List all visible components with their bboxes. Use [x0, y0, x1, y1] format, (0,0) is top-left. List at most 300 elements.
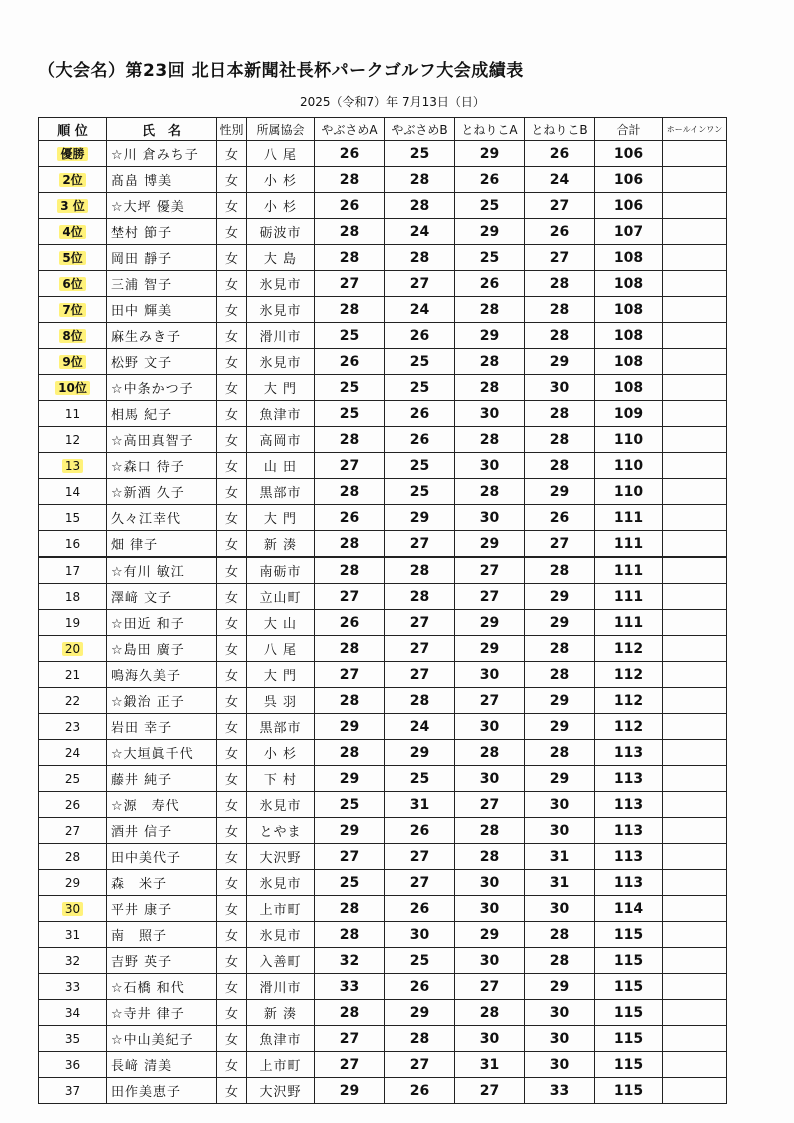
tonerico-b-score: 28 [525, 557, 595, 584]
name-cell: ☆中山美紀子 [107, 1026, 217, 1052]
hole-in-one-cell [663, 1052, 727, 1078]
total-score: 111 [595, 531, 663, 558]
tonerico-a-score: 30 [455, 870, 525, 896]
rank-cell [39, 662, 107, 688]
table-row [39, 141, 727, 167]
association-cell: 氷見市 [247, 349, 315, 375]
name-cell: ☆新酒 久子 [107, 479, 217, 505]
rank-label: 33 [64, 979, 81, 994]
tonerico-b-score: 24 [525, 167, 595, 193]
gender-cell: 女 [217, 479, 247, 505]
name-cell: 田作美恵子 [107, 1078, 217, 1104]
tonerico-a-score: 30 [455, 505, 525, 531]
association-cell: 下 村 [247, 766, 315, 792]
event-date: 2025（令和7）年 7月13日（日） [300, 95, 485, 109]
table-row [39, 531, 727, 558]
yabusame-b-score: 27 [385, 636, 455, 662]
name-cell: 麻生みき子 [107, 323, 217, 349]
yabusame-b-score: 26 [385, 323, 455, 349]
association-cell: 大 山 [247, 610, 315, 636]
table-row [39, 1000, 727, 1026]
total-score: 114 [595, 896, 663, 922]
total-score: 111 [595, 505, 663, 531]
rank-cell [39, 297, 107, 323]
yabusame-a-score: 28 [315, 896, 385, 922]
name-cell: 埜村 節子 [107, 219, 217, 245]
yabusame-a-score: 28 [315, 636, 385, 662]
table-row [39, 193, 727, 219]
rank-label: 36 [64, 1057, 81, 1072]
tonerico-b-score: 27 [525, 531, 595, 558]
table-row [39, 1078, 727, 1104]
yabusame-a-score: 26 [315, 141, 385, 167]
rank-label: 24 [64, 745, 81, 760]
association-cell: 砺波市 [247, 219, 315, 245]
name-cell: ☆島田 廣子 [107, 636, 217, 662]
yabusame-b-score: 27 [385, 610, 455, 636]
tonerico-b-score: 29 [525, 610, 595, 636]
yabusame-b-score: 26 [385, 818, 455, 844]
tonerico-a-score: 28 [455, 818, 525, 844]
table-row [39, 297, 727, 323]
name-cell: 岡田 靜子 [107, 245, 217, 271]
hole-in-one-cell [663, 662, 727, 688]
hole-in-one-cell [663, 636, 727, 662]
table-row [39, 584, 727, 610]
table-row [39, 375, 727, 401]
tonerico-b-score: 30 [525, 792, 595, 818]
tonerico-b-score: 28 [525, 740, 595, 766]
tonerico-b-score: 28 [525, 453, 595, 479]
tonerico-b-score: 28 [525, 427, 595, 453]
name-cell: 田中美代子 [107, 844, 217, 870]
header-name: 氏 名 [107, 118, 217, 141]
rank-label: 29 [64, 875, 81, 890]
tonerico-a-score: 26 [455, 167, 525, 193]
hole-in-one-cell [663, 870, 727, 896]
table-row [39, 766, 727, 792]
association-cell: 氷見市 [247, 271, 315, 297]
association-cell: 小 杉 [247, 193, 315, 219]
hole-in-one-cell [663, 505, 727, 531]
yabusame-a-score: 25 [315, 375, 385, 401]
gender-cell: 女 [217, 297, 247, 323]
gender-cell: 女 [217, 271, 247, 297]
total-score: 115 [595, 1026, 663, 1052]
total-score: 115 [595, 1078, 663, 1104]
rank-label: 15 [64, 510, 81, 525]
yabusame-a-score: 27 [315, 453, 385, 479]
tonerico-a-score: 28 [455, 1000, 525, 1026]
association-cell: 八 尾 [247, 141, 315, 167]
total-score: 113 [595, 766, 663, 792]
tonerico-a-score: 30 [455, 948, 525, 974]
name-cell: 長﨑 清美 [107, 1052, 217, 1078]
tonerico-b-score: 29 [525, 349, 595, 375]
total-score: 108 [595, 349, 663, 375]
gender-cell: 女 [217, 1078, 247, 1104]
yabusame-b-score: 25 [385, 141, 455, 167]
yabusame-b-score: 26 [385, 1078, 455, 1104]
rank-label: 35 [64, 1031, 81, 1046]
rank-cell [39, 141, 107, 167]
total-score: 115 [595, 948, 663, 974]
yabusame-b-score: 30 [385, 922, 455, 948]
rank-label: 30 [62, 902, 83, 916]
yabusame-a-score: 27 [315, 662, 385, 688]
gender-cell: 女 [217, 740, 247, 766]
tonerico-b-score: 26 [525, 219, 595, 245]
hole-in-one-cell [663, 531, 727, 558]
header-hole-in-one: ホールインワン [663, 118, 727, 141]
yabusame-b-score: 29 [385, 1000, 455, 1026]
name-cell: 松野 文子 [107, 349, 217, 375]
table-row [39, 610, 727, 636]
table-row [39, 427, 727, 453]
table-row [39, 1052, 727, 1078]
gender-cell: 女 [217, 453, 247, 479]
tonerico-b-score: 30 [525, 1052, 595, 1078]
rank-label: 28 [64, 849, 81, 864]
hole-in-one-cell [663, 1078, 727, 1104]
tonerico-a-score: 25 [455, 245, 525, 271]
rank-cell [39, 870, 107, 896]
name-cell: 鳴海久美子 [107, 662, 217, 688]
name-cell: 森 米子 [107, 870, 217, 896]
tonerico-a-score: 28 [455, 740, 525, 766]
association-cell: 大 門 [247, 375, 315, 401]
yabusame-a-score: 27 [315, 1052, 385, 1078]
tonerico-b-score: 30 [525, 1026, 595, 1052]
association-cell: 大 門 [247, 505, 315, 531]
yabusame-a-score: 26 [315, 193, 385, 219]
rank-cell [39, 1000, 107, 1026]
hole-in-one-cell [663, 219, 727, 245]
tonerico-b-score: 28 [525, 662, 595, 688]
tonerico-b-score: 30 [525, 818, 595, 844]
tonerico-b-score: 29 [525, 584, 595, 610]
yabusame-a-score: 29 [315, 818, 385, 844]
gender-cell: 女 [217, 844, 247, 870]
name-cell: 藤井 純子 [107, 766, 217, 792]
total-score: 108 [595, 245, 663, 271]
tonerico-a-score: 27 [455, 792, 525, 818]
name-cell: 相馬 紀子 [107, 401, 217, 427]
association-cell: 八 尾 [247, 636, 315, 662]
rank-cell [39, 766, 107, 792]
yabusame-b-score: 27 [385, 662, 455, 688]
association-cell: 小 杉 [247, 740, 315, 766]
association-cell: 黒部市 [247, 479, 315, 505]
yabusame-b-score: 28 [385, 1026, 455, 1052]
table-row [39, 922, 727, 948]
tonerico-b-score: 31 [525, 844, 595, 870]
hole-in-one-cell [663, 610, 727, 636]
yabusame-a-score: 29 [315, 766, 385, 792]
rank-label: 32 [64, 953, 81, 968]
name-cell: 髙畠 博美 [107, 167, 217, 193]
gender-cell: 女 [217, 714, 247, 740]
rank-label: 31 [64, 927, 81, 942]
gender-cell: 女 [217, 349, 247, 375]
association-cell: 大沢野 [247, 1078, 315, 1104]
total-score: 113 [595, 870, 663, 896]
hole-in-one-cell [663, 792, 727, 818]
yabusame-b-score: 26 [385, 427, 455, 453]
rank-cell [39, 1078, 107, 1104]
total-score: 111 [595, 610, 663, 636]
gender-cell: 女 [217, 792, 247, 818]
tonerico-a-score: 30 [455, 662, 525, 688]
hole-in-one-cell [663, 271, 727, 297]
tonerico-a-score: 28 [455, 427, 525, 453]
tonerico-b-score: 29 [525, 714, 595, 740]
rank-cell [39, 271, 107, 297]
hole-in-one-cell [663, 349, 727, 375]
yabusame-a-score: 26 [315, 349, 385, 375]
table-row [39, 479, 727, 505]
yabusame-b-score: 25 [385, 453, 455, 479]
table-row [39, 948, 727, 974]
yabusame-b-score: 29 [385, 505, 455, 531]
hole-in-one-cell [663, 974, 727, 1000]
gender-cell: 女 [217, 219, 247, 245]
name-cell: ☆田近 和子 [107, 610, 217, 636]
name-cell: ☆大坪 優美 [107, 193, 217, 219]
tonerico-a-score: 28 [455, 844, 525, 870]
tonerico-a-score: 29 [455, 610, 525, 636]
name-cell: 久々江幸代 [107, 505, 217, 531]
yabusame-b-score: 25 [385, 375, 455, 401]
rank-label: 4位 [59, 225, 85, 239]
total-score: 112 [595, 662, 663, 688]
table-row [39, 870, 727, 896]
hole-in-one-cell [663, 193, 727, 219]
rank-cell [39, 688, 107, 714]
hole-in-one-cell [663, 714, 727, 740]
rank-cell [39, 818, 107, 844]
tonerico-b-score: 30 [525, 375, 595, 401]
rank-label: 21 [64, 667, 81, 682]
association-cell: 氷見市 [247, 870, 315, 896]
rank-label: 14 [64, 484, 81, 499]
tonerico-b-score: 29 [525, 688, 595, 714]
tonerico-a-score: 30 [455, 453, 525, 479]
name-cell: 畑 律子 [107, 531, 217, 558]
table-row [39, 636, 727, 662]
name-cell: ☆森口 待子 [107, 453, 217, 479]
hole-in-one-cell [663, 740, 727, 766]
gender-cell: 女 [217, 922, 247, 948]
yabusame-a-score: 27 [315, 844, 385, 870]
total-score: 115 [595, 974, 663, 1000]
rank-cell [39, 245, 107, 271]
yabusame-a-score: 32 [315, 948, 385, 974]
total-score: 115 [595, 1052, 663, 1078]
yabusame-a-score: 25 [315, 401, 385, 427]
rank-label: 5位 [59, 251, 85, 265]
association-cell: 氷見市 [247, 922, 315, 948]
yabusame-b-score: 24 [385, 714, 455, 740]
association-cell: 氷見市 [247, 792, 315, 818]
yabusame-b-score: 24 [385, 297, 455, 323]
yabusame-b-score: 26 [385, 974, 455, 1000]
rank-label: 9位 [59, 355, 85, 369]
header-row [39, 118, 727, 141]
yabusame-a-score: 27 [315, 1026, 385, 1052]
yabusame-a-score: 28 [315, 740, 385, 766]
tonerico-a-score: 30 [455, 714, 525, 740]
yabusame-b-score: 28 [385, 245, 455, 271]
rank-cell [39, 740, 107, 766]
total-score: 109 [595, 401, 663, 427]
rank-label: 8位 [59, 329, 85, 343]
yabusame-b-score: 28 [385, 688, 455, 714]
yabusame-a-score: 28 [315, 219, 385, 245]
association-cell: 入善町 [247, 948, 315, 974]
hole-in-one-cell [663, 557, 727, 584]
total-score: 115 [595, 922, 663, 948]
rank-cell [39, 531, 107, 558]
gender-cell: 女 [217, 531, 247, 558]
yabusame-a-score: 27 [315, 271, 385, 297]
table-row [39, 896, 727, 922]
rank-cell [39, 193, 107, 219]
hole-in-one-cell [663, 245, 727, 271]
table-row [39, 401, 727, 427]
gender-cell: 女 [217, 427, 247, 453]
total-score: 106 [595, 141, 663, 167]
table-row [39, 818, 727, 844]
tonerico-a-score: 30 [455, 766, 525, 792]
rank-label: 7位 [59, 303, 85, 317]
yabusame-a-score: 28 [315, 1000, 385, 1026]
name-cell: ☆高田真智子 [107, 427, 217, 453]
hole-in-one-cell [663, 1000, 727, 1026]
rank-label: 25 [64, 771, 81, 786]
tonerico-a-score: 29 [455, 922, 525, 948]
tonerico-b-score: 29 [525, 974, 595, 1000]
association-cell: 上市町 [247, 1052, 315, 1078]
hole-in-one-cell [663, 479, 727, 505]
rank-cell [39, 610, 107, 636]
tonerico-a-score: 26 [455, 271, 525, 297]
rank-label: 37 [64, 1083, 81, 1098]
page-title: （大会名）第23回 北日本新聞社長杯パークゴルフ大会成績表 [38, 61, 524, 81]
hole-in-one-cell [663, 584, 727, 610]
yabusame-b-score: 28 [385, 167, 455, 193]
tonerico-a-score: 30 [455, 896, 525, 922]
hole-in-one-cell [663, 1026, 727, 1052]
total-score: 112 [595, 636, 663, 662]
tonerico-a-score: 29 [455, 141, 525, 167]
name-cell: 平井 康子 [107, 896, 217, 922]
tonerico-b-score: 26 [525, 505, 595, 531]
tonerico-b-score: 28 [525, 922, 595, 948]
total-score: 112 [595, 688, 663, 714]
tonerico-a-score: 29 [455, 219, 525, 245]
total-score: 112 [595, 714, 663, 740]
total-score: 108 [595, 323, 663, 349]
tonerico-a-score: 27 [455, 974, 525, 1000]
rank-cell [39, 896, 107, 922]
yabusame-a-score: 26 [315, 610, 385, 636]
tonerico-a-score: 28 [455, 375, 525, 401]
table-row [39, 714, 727, 740]
rank-label: 19 [64, 615, 81, 630]
tonerico-b-score: 27 [525, 245, 595, 271]
header-yabusame-b: やぶさめB [385, 118, 455, 141]
tonerico-b-score: 30 [525, 1000, 595, 1026]
name-cell: 吉野 英子 [107, 948, 217, 974]
total-score: 113 [595, 740, 663, 766]
hole-in-one-cell [663, 896, 727, 922]
gender-cell: 女 [217, 948, 247, 974]
tonerico-a-score: 28 [455, 349, 525, 375]
total-score: 106 [595, 167, 663, 193]
rank-label: 優勝 [57, 147, 87, 161]
table-row [39, 271, 727, 297]
table-row [39, 662, 727, 688]
tonerico-b-score: 26 [525, 141, 595, 167]
rank-cell [39, 584, 107, 610]
yabusame-b-score: 25 [385, 479, 455, 505]
total-score: 115 [595, 1000, 663, 1026]
rank-label: 3 位 [57, 199, 88, 213]
gender-cell: 女 [217, 141, 247, 167]
rank-cell [39, 792, 107, 818]
association-cell: 滑川市 [247, 974, 315, 1000]
association-cell: 立山町 [247, 584, 315, 610]
rank-label: 20 [62, 642, 83, 656]
yabusame-a-score: 28 [315, 245, 385, 271]
association-cell: 南砺市 [247, 557, 315, 584]
results-table [38, 117, 727, 1104]
tonerico-a-score: 27 [455, 557, 525, 584]
total-score: 113 [595, 792, 663, 818]
gender-cell: 女 [217, 766, 247, 792]
tonerico-a-score: 27 [455, 584, 525, 610]
rank-label: 12 [64, 432, 81, 447]
association-cell: 魚津市 [247, 401, 315, 427]
tonerico-a-score: 30 [455, 401, 525, 427]
tonerico-a-score: 27 [455, 688, 525, 714]
yabusame-a-score: 28 [315, 922, 385, 948]
tonerico-a-score: 29 [455, 531, 525, 558]
yabusame-b-score: 26 [385, 401, 455, 427]
table-row [39, 323, 727, 349]
name-cell: ☆有川 敏江 [107, 557, 217, 584]
table-row [39, 453, 727, 479]
yabusame-a-score: 29 [315, 714, 385, 740]
association-cell: 新 湊 [247, 1000, 315, 1026]
header-rank: 順 位 [39, 118, 107, 141]
tonerico-a-score: 30 [455, 1026, 525, 1052]
total-score: 110 [595, 453, 663, 479]
yabusame-b-score: 28 [385, 584, 455, 610]
yabusame-a-score: 28 [315, 557, 385, 584]
gender-cell: 女 [217, 375, 247, 401]
association-cell: 山 田 [247, 453, 315, 479]
hole-in-one-cell [663, 141, 727, 167]
hole-in-one-cell [663, 453, 727, 479]
header-yabusame-a: やぶさめA [315, 118, 385, 141]
rank-cell [39, 922, 107, 948]
yabusame-b-score: 26 [385, 896, 455, 922]
tonerico-b-score: 28 [525, 636, 595, 662]
rank-label: 34 [64, 1005, 81, 1020]
yabusame-b-score: 27 [385, 844, 455, 870]
